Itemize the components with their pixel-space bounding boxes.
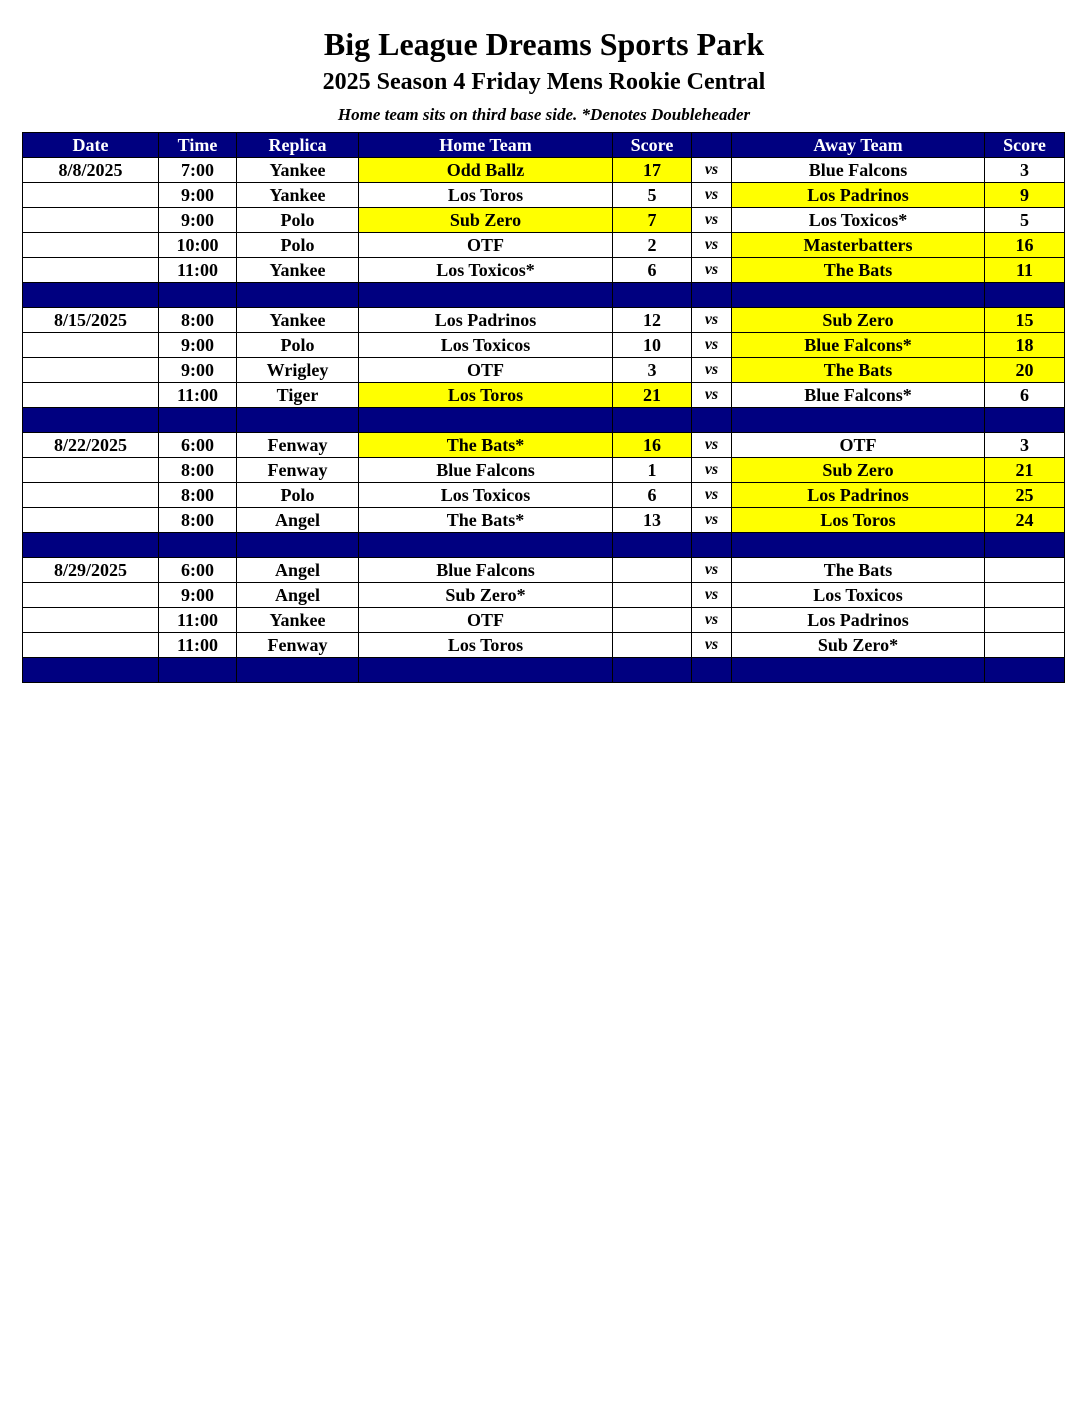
cell-time: 9:00	[159, 333, 237, 358]
game-row	[23, 208, 1065, 233]
cell-home-team: Odd Ballz	[359, 158, 613, 183]
cell-vs: vs	[692, 458, 732, 483]
cell-home-score: 6	[613, 258, 692, 283]
cell-replica: Yankee	[237, 183, 359, 208]
cell-home-score: 21	[613, 383, 692, 408]
cell-time: 8:00	[159, 483, 237, 508]
game-row	[23, 633, 1065, 658]
page-title: Big League Dreams Sports Park	[323, 26, 765, 62]
cell-home-score	[613, 558, 692, 583]
separator-cell	[985, 658, 1065, 683]
cell-vs: vs	[692, 333, 732, 358]
cell-replica: Fenway	[237, 633, 359, 658]
cell-vs: vs	[692, 158, 732, 183]
date-separator-row	[23, 283, 1065, 308]
cell-away-score: 9	[985, 183, 1065, 208]
date-separator-row	[23, 408, 1065, 433]
cell-away-score: 3	[985, 158, 1065, 183]
cell-away-team: Los Padrinos	[732, 483, 985, 508]
cell-time: 11:00	[159, 608, 237, 633]
cell-time: 7:00	[159, 158, 237, 183]
cell-away-team: Sub Zero	[732, 308, 985, 333]
cell-home-team: Los Toxicos	[359, 333, 613, 358]
cell-date: 8/15/2025	[23, 308, 159, 333]
cell-time: 8:00	[159, 308, 237, 333]
cell-vs: vs	[692, 183, 732, 208]
cell-replica: Fenway	[237, 433, 359, 458]
cell-date: 8/22/2025	[23, 433, 159, 458]
date-separator-row	[23, 658, 1065, 683]
cell-time: 11:00	[159, 383, 237, 408]
cell-time: 8:00	[159, 508, 237, 533]
cell-vs: vs	[692, 608, 732, 633]
game-row	[23, 558, 1065, 583]
cell-time: 9:00	[159, 183, 237, 208]
cell-date: 8/29/2025	[23, 558, 159, 583]
cell-home-score: 1	[613, 458, 692, 483]
separator-cell	[359, 408, 613, 433]
cell-replica: Angel	[237, 583, 359, 608]
cell-home-team: Los Toxicos	[359, 483, 613, 508]
cell-away-score	[985, 608, 1065, 633]
cell-home-team: Blue Falcons	[359, 458, 613, 483]
cell-date	[23, 508, 159, 533]
date-separator-row	[23, 533, 1065, 558]
cell-away-team: Los Toxicos*	[732, 208, 985, 233]
cell-away-score: 16	[985, 233, 1065, 258]
col-header-away-score: Score	[985, 133, 1065, 158]
col-header-time: Time	[159, 133, 237, 158]
cell-home-score	[613, 583, 692, 608]
cell-home-team: The Bats*	[359, 508, 613, 533]
cell-home-team: The Bats*	[359, 433, 613, 458]
cell-away-team: The Bats	[732, 258, 985, 283]
header-row	[23, 133, 1065, 158]
col-header-home-team: Home Team	[359, 133, 613, 158]
col-header-away-team: Away Team	[732, 133, 985, 158]
cell-home-team: Sub Zero*	[359, 583, 613, 608]
separator-cell	[613, 283, 692, 308]
cell-away-score: 6	[985, 383, 1065, 408]
cell-replica: Yankee	[237, 258, 359, 283]
game-row	[23, 233, 1065, 258]
cell-away-score: 20	[985, 358, 1065, 383]
game-row	[23, 458, 1065, 483]
cell-away-team: Sub Zero*	[732, 633, 985, 658]
game-row	[23, 358, 1065, 383]
cell-home-team: Los Padrinos	[359, 308, 613, 333]
cell-away-team: Blue Falcons*	[732, 333, 985, 358]
game-row	[23, 583, 1065, 608]
cell-home-score	[613, 633, 692, 658]
separator-cell	[692, 408, 732, 433]
game-row	[23, 433, 1065, 458]
col-header-replica: Replica	[237, 133, 359, 158]
separator-cell	[692, 533, 732, 558]
game-row	[23, 308, 1065, 333]
cell-away-team: Blue Falcons	[732, 158, 985, 183]
page-subtitle: 2025 Season 4 Friday Mens Rookie Central	[322, 69, 766, 95]
separator-cell	[237, 283, 359, 308]
cell-home-team: Los Toros	[359, 183, 613, 208]
cell-away-team: Sub Zero	[732, 458, 985, 483]
cell-home-team: OTF	[359, 358, 613, 383]
cell-away-team: Blue Falcons*	[732, 383, 985, 408]
cell-away-score: 15	[985, 308, 1065, 333]
page-note: Home team sits on third base side. *Denotes Doubleheader	[337, 105, 751, 124]
cell-time: 11:00	[159, 258, 237, 283]
schedule-body	[23, 158, 1065, 683]
cell-date	[23, 483, 159, 508]
cell-time: 6:00	[159, 433, 237, 458]
cell-date	[23, 233, 159, 258]
cell-date	[23, 358, 159, 383]
cell-date	[23, 633, 159, 658]
cell-home-score: 2	[613, 233, 692, 258]
cell-date	[23, 333, 159, 358]
game-row	[23, 608, 1065, 633]
col-header-home-score: Score	[613, 133, 692, 158]
cell-away-score	[985, 558, 1065, 583]
game-row	[23, 258, 1065, 283]
separator-cell	[23, 408, 159, 433]
cell-home-score: 6	[613, 483, 692, 508]
cell-date	[23, 383, 159, 408]
cell-date	[23, 208, 159, 233]
cell-home-team: Sub Zero	[359, 208, 613, 233]
cell-vs: vs	[692, 583, 732, 608]
separator-cell	[237, 533, 359, 558]
cell-away-score: 25	[985, 483, 1065, 508]
schedule-table	[22, 132, 1065, 683]
separator-cell	[359, 283, 613, 308]
game-row	[23, 383, 1065, 408]
cell-time: 9:00	[159, 208, 237, 233]
game-row	[23, 333, 1065, 358]
cell-vs: vs	[692, 483, 732, 508]
cell-replica: Angel	[237, 558, 359, 583]
cell-home-score	[613, 608, 692, 633]
cell-home-score: 12	[613, 308, 692, 333]
cell-vs: vs	[692, 258, 732, 283]
cell-home-team: Los Toxicos*	[359, 258, 613, 283]
cell-away-score	[985, 633, 1065, 658]
separator-cell	[985, 283, 1065, 308]
separator-cell	[159, 283, 237, 308]
separator-cell	[985, 408, 1065, 433]
cell-vs: vs	[692, 508, 732, 533]
separator-cell	[23, 658, 159, 683]
separator-cell	[359, 533, 613, 558]
cell-away-team: Los Toros	[732, 508, 985, 533]
cell-replica: Yankee	[237, 158, 359, 183]
game-row	[23, 183, 1065, 208]
cell-replica: Yankee	[237, 308, 359, 333]
cell-replica: Polo	[237, 333, 359, 358]
separator-cell	[237, 408, 359, 433]
separator-cell	[732, 408, 985, 433]
cell-time: 6:00	[159, 558, 237, 583]
cell-replica: Wrigley	[237, 358, 359, 383]
cell-time: 10:00	[159, 233, 237, 258]
cell-time: 11:00	[159, 633, 237, 658]
cell-time: 9:00	[159, 583, 237, 608]
game-row	[23, 158, 1065, 183]
cell-replica: Tiger	[237, 383, 359, 408]
cell-away-score: 3	[985, 433, 1065, 458]
cell-date	[23, 608, 159, 633]
cell-date	[23, 183, 159, 208]
cell-home-score: 7	[613, 208, 692, 233]
cell-away-team: The Bats	[732, 558, 985, 583]
cell-date: 8/8/2025	[23, 158, 159, 183]
separator-cell	[692, 283, 732, 308]
cell-home-score: 10	[613, 333, 692, 358]
cell-vs: vs	[692, 233, 732, 258]
cell-date	[23, 258, 159, 283]
cell-replica: Fenway	[237, 458, 359, 483]
cell-away-team: The Bats	[732, 358, 985, 383]
col-header-date: Date	[23, 133, 159, 158]
cell-vs: vs	[692, 358, 732, 383]
cell-home-team: OTF	[359, 233, 613, 258]
cell-vs: vs	[692, 308, 732, 333]
game-row	[23, 508, 1065, 533]
cell-home-team: Los Toros	[359, 633, 613, 658]
cell-home-team: OTF	[359, 608, 613, 633]
cell-home-score: 16	[613, 433, 692, 458]
cell-home-team: Los Toros	[359, 383, 613, 408]
cell-away-team: OTF	[732, 433, 985, 458]
separator-cell	[692, 658, 732, 683]
cell-away-team: Masterbatters	[732, 233, 985, 258]
cell-vs: vs	[692, 383, 732, 408]
separator-cell	[732, 283, 985, 308]
cell-away-score: 11	[985, 258, 1065, 283]
separator-cell	[159, 533, 237, 558]
separator-cell	[359, 658, 613, 683]
cell-away-score: 24	[985, 508, 1065, 533]
cell-away-score: 21	[985, 458, 1065, 483]
separator-cell	[237, 658, 359, 683]
cell-away-team: Los Padrinos	[732, 183, 985, 208]
cell-replica: Angel	[237, 508, 359, 533]
separator-cell	[23, 283, 159, 308]
cell-home-score: 17	[613, 158, 692, 183]
cell-home-score: 13	[613, 508, 692, 533]
col-header-vs	[692, 133, 732, 158]
cell-time: 8:00	[159, 458, 237, 483]
separator-cell	[23, 533, 159, 558]
cell-away-score: 5	[985, 208, 1065, 233]
cell-vs: vs	[692, 558, 732, 583]
game-row	[23, 483, 1065, 508]
separator-cell	[985, 533, 1065, 558]
cell-away-score	[985, 583, 1065, 608]
separator-cell	[613, 408, 692, 433]
cell-away-team: Los Toxicos	[732, 583, 985, 608]
cell-away-team: Los Padrinos	[732, 608, 985, 633]
separator-cell	[613, 533, 692, 558]
cell-home-score: 5	[613, 183, 692, 208]
cell-home-score: 3	[613, 358, 692, 383]
cell-vs: vs	[692, 433, 732, 458]
separator-cell	[732, 658, 985, 683]
cell-away-score: 18	[985, 333, 1065, 358]
cell-time: 9:00	[159, 358, 237, 383]
separator-cell	[732, 533, 985, 558]
cell-replica: Polo	[237, 233, 359, 258]
cell-date	[23, 583, 159, 608]
cell-home-team: Blue Falcons	[359, 558, 613, 583]
cell-replica: Yankee	[237, 608, 359, 633]
separator-cell	[159, 408, 237, 433]
cell-replica: Polo	[237, 208, 359, 233]
cell-vs: vs	[692, 208, 732, 233]
cell-vs: vs	[692, 633, 732, 658]
cell-date	[23, 458, 159, 483]
cell-replica: Polo	[237, 483, 359, 508]
separator-cell	[159, 658, 237, 683]
separator-cell	[613, 658, 692, 683]
